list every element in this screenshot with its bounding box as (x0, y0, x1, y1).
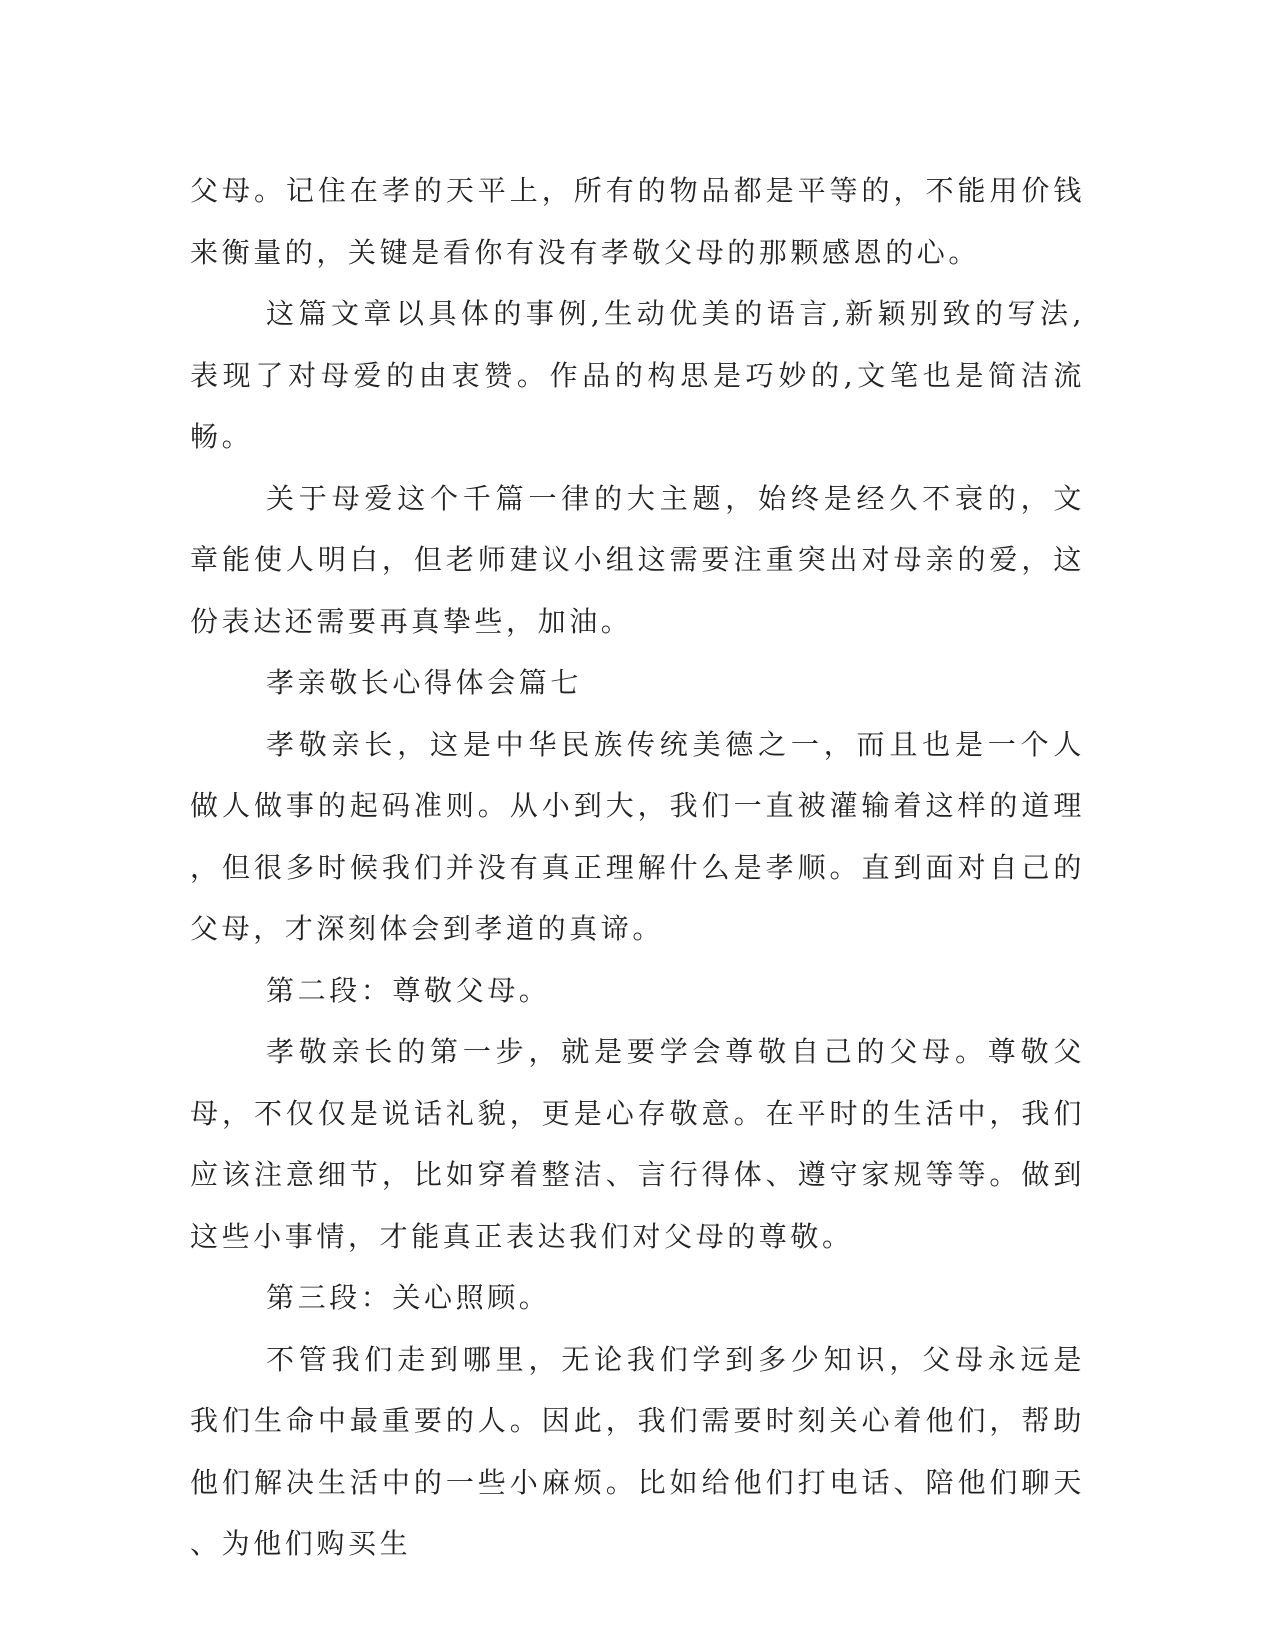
paragraph-review-comment: 这篇文章以具体的事例,生动优美的语言,新颖别致的写法,表现了对母爱的由衷赞。作品的构思是巧妙的,文笔也是简洁流畅。 (190, 297, 1085, 453)
paragraph-care: 不管我们走到哪里，无论我们学到多少知识，父母永远是我们生命中最重要的人。因此，我们需要时刻关心着他们，帮助他们解决生活中的一些小麻烦。比如给他们打电话、陪他们聊天、为他们购买生 (190, 1342, 1085, 1560)
subheading-care: 第三段：关心照顾。 (266, 1281, 551, 1314)
section-heading: 孝亲敬长心得体会篇七 (266, 666, 583, 699)
subheading-respect-parents: 第二段：尊敬父母。 (266, 973, 551, 1007)
document-body (190, 160, 1085, 1575)
paragraph-respect-parents: 孝敬亲长的第一步，就是要学会尊敬自己的父母。尊敬父母，不仅仅是说话礼貌，更是心存敬意。在平时的生活中，我们应该注意细节，比如穿着整洁、言行得体、遵守家规等等。做到这些小事情，才能真正表达我们对父母的尊敬。 (190, 1035, 1085, 1253)
paragraph-continuation: 父母。记住在孝的天平上，所有的物品都是平等的，不能用价钱来衡量的，关键是看你有没有孝敬父母的那颗感恩的心。 (190, 174, 1085, 269)
paragraph-intro: 孝敬亲长，这是中华民族传统美德之一，而且也是一个人做人做事的起码准则。从小到大，我们一直被灌输着这样的道理，但很多时候我们并没有真正理解什么是孝顺。直到面对自己的父母，才深刻体会到孝道的真谛。 (190, 727, 1085, 945)
paragraph-teacher-advice: 关于母爱这个千篇一律的大主题，始终是经久不衰的，文章能使人明白，但老师建议小组这需要注重突出对母亲的爱，这份表达还需要再真挚些，加油。 (190, 481, 1085, 638)
